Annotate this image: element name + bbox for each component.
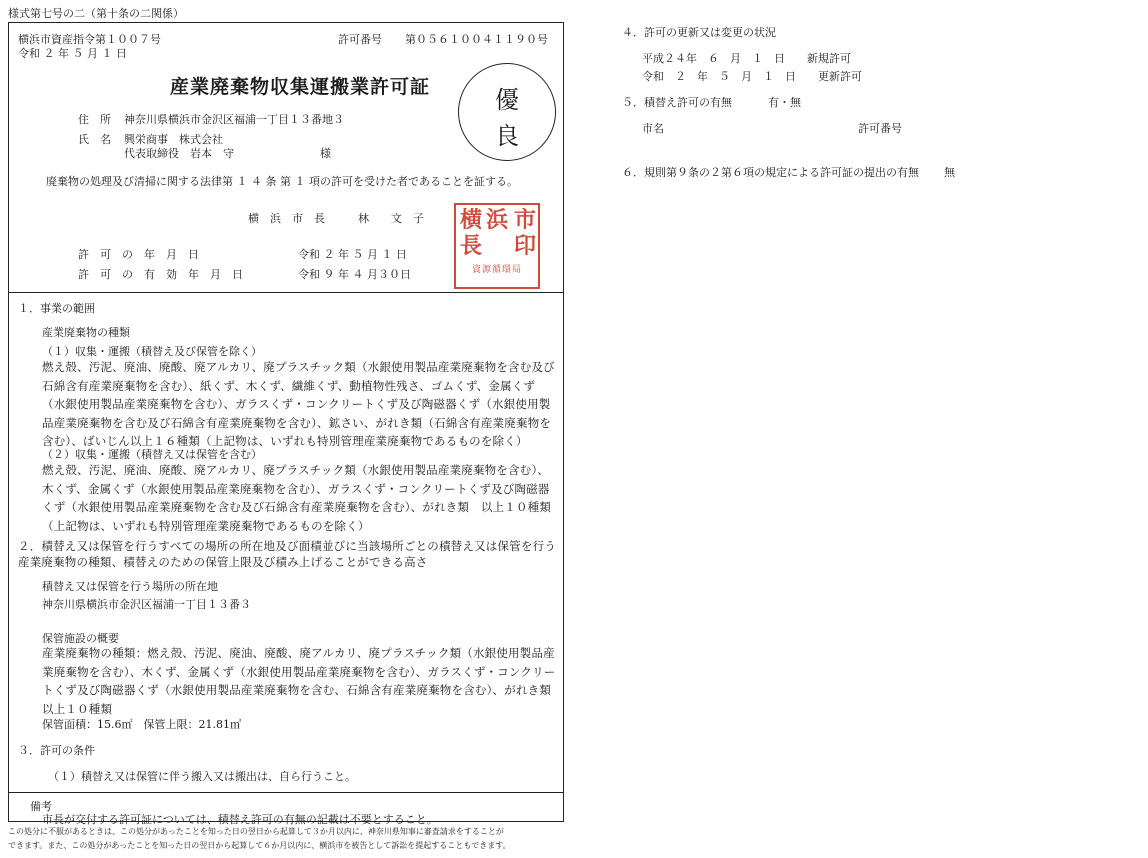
facility-body: 産業廃棄物の種類：燃え殻、汚泥、廃油、廃酸、廃アルカリ、廃プラスチック類（水銀使用製品産業廃棄物を含む）、木くず、金属くず（水銀使用製品産業廃棄物を含む）、ガラスくず・コンクリートくず及び陶磁器くず（水銀使用製品産業廃棄物を含む、石綿含有産業廃棄物を含む）、がれき類 以上１０種類	[42, 646, 563, 716]
certification-statement: 廃棄物の処理及び清掃に関する法律第 １ ４ 条 第 １ 項の許可を受けた者であることを証する。	[46, 175, 518, 188]
scope-heading: １．事業の範囲	[18, 302, 95, 315]
permit-date: 令和 ２ 年 ５ 月 １ 日	[298, 248, 407, 261]
footnote-line-2: できます。また、この処分があったことを知った日の翌日から起算して６か月以内に、横浜市を被告として訴訟を提起することもできます。	[8, 841, 511, 850]
sub1-body: 燃え殻、汚泥、廃油、廃酸、廃アルカリ、廃プラスチック類（水銀使用製品産業廃棄物を含む及び石綿含有産業廃棄物を含む）、紙くず、木くず、繊維くず、動植物性残さ、ゴムくず、金属くず（水銀使用製品産業廃棄物を含む）、ガラスくず・コンクリートくず及び陶磁器くず（水銀使用製品産業廃棄物を含む及び石綿含有産業廃棄物を含む）、鉱さい、がれき類（石綿含有産業廃棄物を含む）、ばいじん以上１６種類（上記物は、いずれも特別管理産業廃棄物であるものを除く）	[42, 360, 555, 449]
renewal-heading: ４．許可の更新又は変更の状況	[622, 26, 776, 39]
remarks-heading: 備考	[30, 800, 52, 813]
renewal-row-2: 令和 ２ 年 ５ 月 １ 日 更新許可	[642, 70, 862, 83]
storage-location: 神奈川県横浜市金沢区福浦一丁目１３番３	[42, 598, 251, 611]
mayor-seal-stamp	[454, 203, 540, 289]
remarks-body: 市長が交付する許可証については、積替え許可の有無の記載は不要とすること。	[42, 813, 438, 826]
rank-seal-char-2: 良	[495, 122, 519, 150]
expiry-date: 令和 ９ 年 ４ 月３０日	[298, 268, 411, 281]
submission-heading: ６．規則第９条の２第６項の規定による許可証の提出の有無	[622, 166, 919, 179]
facility-heading: 保管施設の概要	[42, 632, 119, 645]
transfer-city-label: 市名	[642, 122, 664, 135]
honorific: 様	[320, 147, 331, 160]
stamp-char-2: 浜	[486, 207, 509, 233]
company-name: 興栄商事 株式会社	[124, 133, 223, 146]
permit-number: 第０５６１００４１１９０号	[405, 33, 548, 46]
mayor-name: 横 浜 市 長 林 文 子	[248, 212, 424, 225]
transfer-permit-label: 許可番号	[858, 122, 902, 135]
stamp-char-4: 長	[460, 233, 483, 259]
remarks-divider	[8, 792, 564, 793]
address-value: 神奈川県横浜市金沢区福浦一丁目１３番地３	[124, 113, 344, 126]
header-divider	[8, 292, 564, 293]
transfer-heading: ５．積替え許可の有無	[622, 96, 732, 109]
doc-date: 令和 ２ 年 ５ 月 １ 日	[18, 47, 127, 60]
form-label: 様式第七号の二（第十条の二関係）	[8, 7, 184, 20]
permit-number-label: 許可番号	[338, 33, 382, 46]
expiry-label: 許 可 の 有 効 年 月 日	[78, 268, 243, 281]
stamp-char-5: 印	[514, 233, 537, 259]
rank-seal	[458, 63, 556, 161]
storage-location-label: 積替え又は保管を行う場所の所在地	[42, 580, 218, 593]
storage-area: 保管面積：15.6㎡ 保管上限：21.81㎥	[42, 718, 241, 731]
permit-date-label: 許 可 の 年 月 日	[78, 248, 199, 261]
certificate-title: 産業廃棄物収集運搬業許可証	[170, 76, 431, 98]
conditions-heading: ３．許可の条件	[18, 744, 95, 757]
waste-type-heading: 産業廃棄物の種類	[42, 326, 130, 339]
rank-seal-char-1: 優	[495, 86, 519, 114]
condition-item-1: （１）積替え又は保管に伴う搬入又は搬出は、自ら行うこと。	[48, 770, 356, 783]
representative: 代表取締役 岩本 守	[124, 147, 234, 160]
address-label: 住 所	[78, 113, 111, 126]
name-label: 氏 名	[78, 133, 111, 146]
storage-heading: ２．積替え又は保管を行うすべての場所の所在地及び面積並びに当該場所ごとの積替え又は保管を行う産業廃棄物の種類、積替えのための保管上限及び積み上げることができる高さ	[18, 539, 556, 569]
footnote-line-1: この処分に不服があるときは、この処分があったことを知った日の翌日から起算して３か月以内に、神奈川県知事に審査請求をすることが	[8, 827, 504, 836]
sub2-body: 燃え殻、汚泥、廃油、廃酸、廃アルカリ、廃プラスチック類（水銀使用製品産業廃棄物を含む）、木くず、金属くず（水銀使用製品産業廃棄物を含む）、ガラスくず・コンクリートくず及び陶磁器くず（水銀使用製品産業廃棄物を含む及び石綿含有産業廃棄物を含む）、がれき類 以上１０種類（上記物は、いずれも特別管理産業廃棄物であるものを除く）	[42, 463, 552, 533]
transfer-value: 有・無	[768, 96, 801, 109]
stamp-small-text: 資源循環局	[472, 265, 523, 275]
submission-value: 無	[944, 166, 955, 179]
renewal-row-1: 平成２４年 ６ 月 １ 日 新規許可	[642, 52, 851, 65]
doc-number: 横浜市資産指令第１００７号	[18, 33, 161, 46]
stamp-char-3: 市	[514, 207, 537, 233]
sub2-heading: （２）収集・運搬（積替え又は保管を含む）	[42, 448, 262, 461]
sub1-heading: （１）収集・運搬（積替え及び保管を除く）	[42, 345, 262, 358]
stamp-char-1: 横	[460, 207, 483, 233]
